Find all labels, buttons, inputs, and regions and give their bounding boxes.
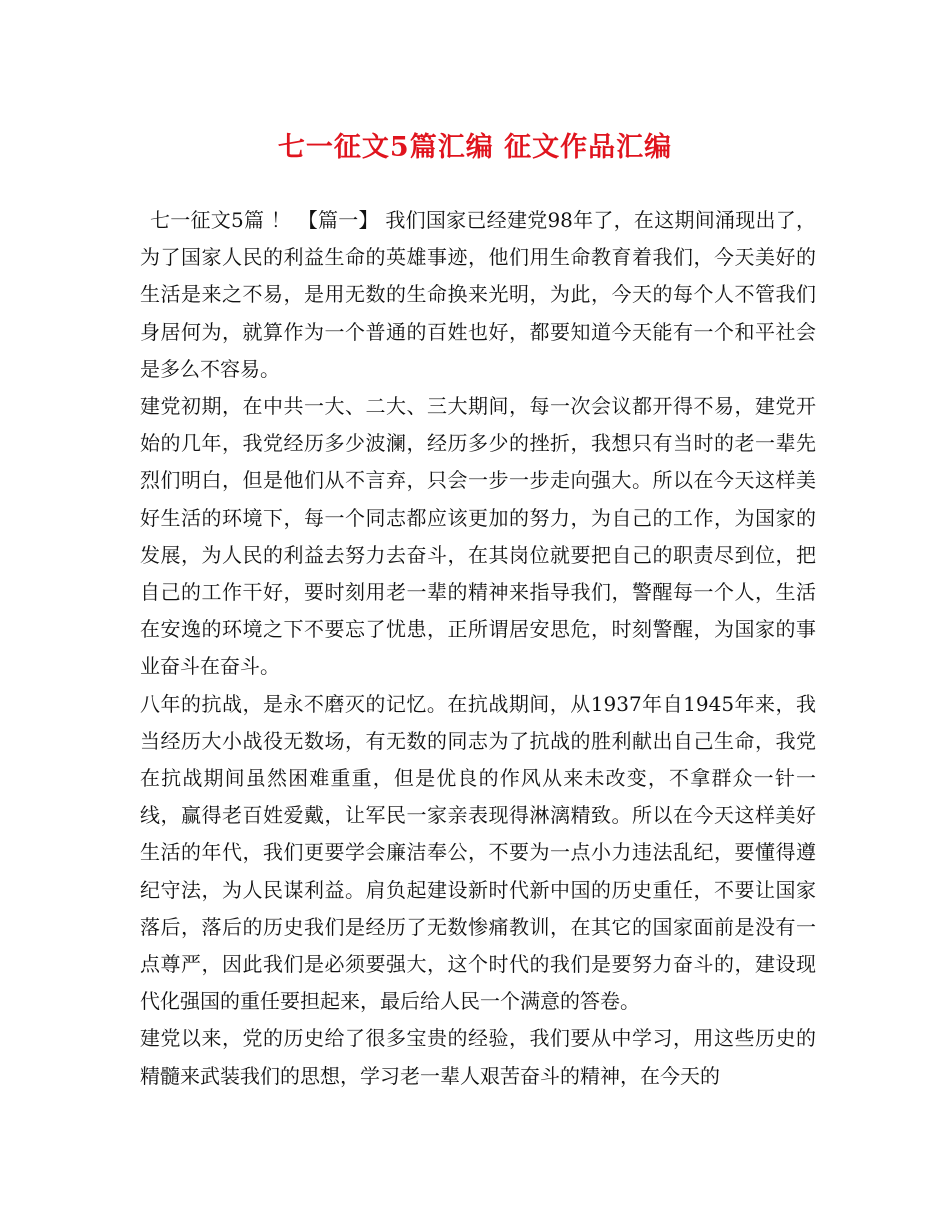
paragraph-1: 七一征文5篇 ！ 【篇一】 我们国家已经建党98年了，在这期间涌现出了，为了国家人民的利益生命的英雄事迹，他们用生命教育着我们，今天美好的生活是来之不易，是用无数的生命换来光明，为此，今天的每个人不管我们身居何为，就算作为一个普通的百姓也好，都要知道今天能有一个和平社会是多么不容易。 (140, 208, 816, 381)
paragraph-3: 八年的抗战，是永不磨灭的记忆。在抗战期间，从1937年自1945年来，我当经历大小战役无数场，有无数的同志为了抗战的胜利献出自己生命，我党在抗战期间虽然困难重重，但是优良的作风从来未改变，不拿群众一针一线，赢得老百姓爱戴，让军民一家亲表现得淋漓精致。所以在今天这样美好生活的年代，我们更要学会廉洁奉公，不要为一点小力违法乱纪，要懂得遵纪守法，为人民谋利益。肩负起建设新时代新中国的历史重任，不要让国家落后，落后的历史我们是经历了无数惨痛教训，在其它的国家面前是没有一点尊严，因此我们是必须要强大，这个时代的我们是要努力奋斗的，建设现代化强国的重任要担起来，最后给人民一个满意的答卷。 (140, 691, 816, 1014)
document-title: 七一征文5篇汇编 征文作品汇编 (277, 132, 673, 163)
paragraph-4: 建党以来，党的历史给了很多宝贵的经验，我们要从中学习，用这些历史的精髓来武装我们的思想，学习老一辈人艰苦奋斗的精神，在今天的 (140, 1026, 816, 1088)
document-body (140, 202, 816, 1095)
paragraph-2: 建党初期，在中共一大、二大、三大期间，每一次会议都开得不易，建党开始的几年，我党经历多少波澜，经历多少的挫折，我想只有当时的老一辈先烈们明白，但是他们从不言弃，只会一步一步走向强大。所以在今天这样美好生活的环境下，每一个同志都应该更加的努力，为自己的工作，为国家的发展，为人民的利益去努力去奋斗，在其岗位就要把自己的职责尽到位，把自己的工作干好，要时刻用老一辈的精神来指导我们，警醒每一个人，生活在安逸的环境之下不要忘了忧患，正所谓居安思危，时刻警醒，为国家的事业奋斗在奋斗。 (140, 394, 816, 679)
